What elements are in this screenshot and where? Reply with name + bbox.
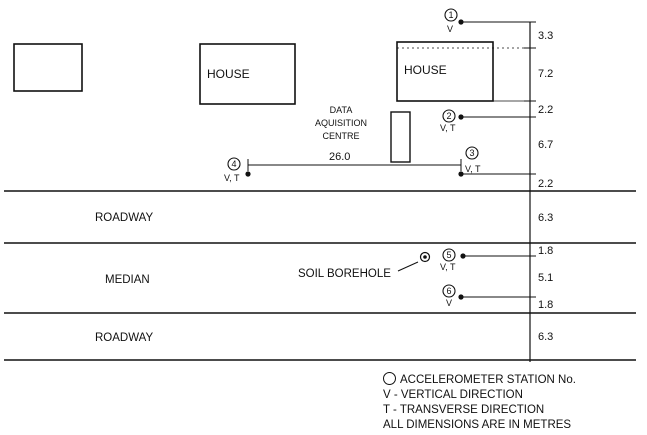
house-3-label: HOUSE xyxy=(404,63,447,77)
roadway-top-label: ROADWAY xyxy=(95,212,154,224)
station-2-directions: V, T xyxy=(440,123,456,133)
roadway-bottom-label: ROADWAY xyxy=(95,332,154,344)
station-4-directions: V, T xyxy=(224,173,240,183)
dim-3-3: 3.3 xyxy=(538,30,554,42)
station-5-number: 5 xyxy=(446,250,452,260)
legend-units: ALL DIMENSIONS ARE IN METRES xyxy=(383,419,572,431)
soil-borehole-label: SOIL BOREHOLE xyxy=(298,268,391,280)
dim-2-2-a: 2.2 xyxy=(538,104,554,116)
daq-label-line-3: CENTRE xyxy=(322,131,360,141)
median-label: MEDIAN xyxy=(105,274,150,286)
house-1 xyxy=(14,44,82,91)
dim-5-1: 5.1 xyxy=(538,272,554,284)
station-3-number: 3 xyxy=(469,148,475,158)
station-1-dot xyxy=(458,19,463,24)
dim-7-2: 7.2 xyxy=(538,68,554,80)
distance-label: 26.0 xyxy=(329,151,351,163)
station-5-directions: V, T xyxy=(440,262,456,272)
legend-station: ACCELEROMETER STATION No. xyxy=(383,372,576,388)
station-6-directions: V xyxy=(446,298,453,308)
legend-vertical: V - VERTICAL DIRECTION xyxy=(383,389,523,401)
station-4-dot xyxy=(245,171,250,176)
dim-1-8-a: 1.8 xyxy=(538,245,554,257)
station-circle-icon xyxy=(383,372,396,385)
house-2-label: HOUSE xyxy=(207,67,250,81)
station-3-dot xyxy=(458,171,463,176)
dim-1-8-b: 1.8 xyxy=(538,299,554,311)
borehole-leader xyxy=(398,262,418,271)
station-6-number: 6 xyxy=(446,286,452,296)
station-5-dot xyxy=(460,253,465,258)
daq-label-line-1: DATA xyxy=(329,105,353,115)
legend xyxy=(383,372,576,433)
data-acquisition-box xyxy=(391,112,410,162)
station-4-number: 4 xyxy=(231,159,237,169)
station-2-dot xyxy=(458,114,463,119)
station-3-directions: V, T xyxy=(465,164,481,174)
station-1-number: 1 xyxy=(448,10,454,20)
station-1-directions: V xyxy=(447,24,454,34)
borehole-center xyxy=(423,255,427,259)
daq-label-line-2: AQUISITION xyxy=(314,118,368,128)
dim-2-2-b: 2.2 xyxy=(538,178,554,190)
station-6-dot xyxy=(458,294,463,299)
dim-6-3-a: 6.3 xyxy=(538,212,554,224)
dim-6-3-b: 6.3 xyxy=(538,331,554,343)
dim-6-7: 6.7 xyxy=(538,139,554,151)
legend-transverse: T - TRANSVERSE DIRECTION xyxy=(383,404,545,416)
station-2-number: 2 xyxy=(446,111,452,121)
